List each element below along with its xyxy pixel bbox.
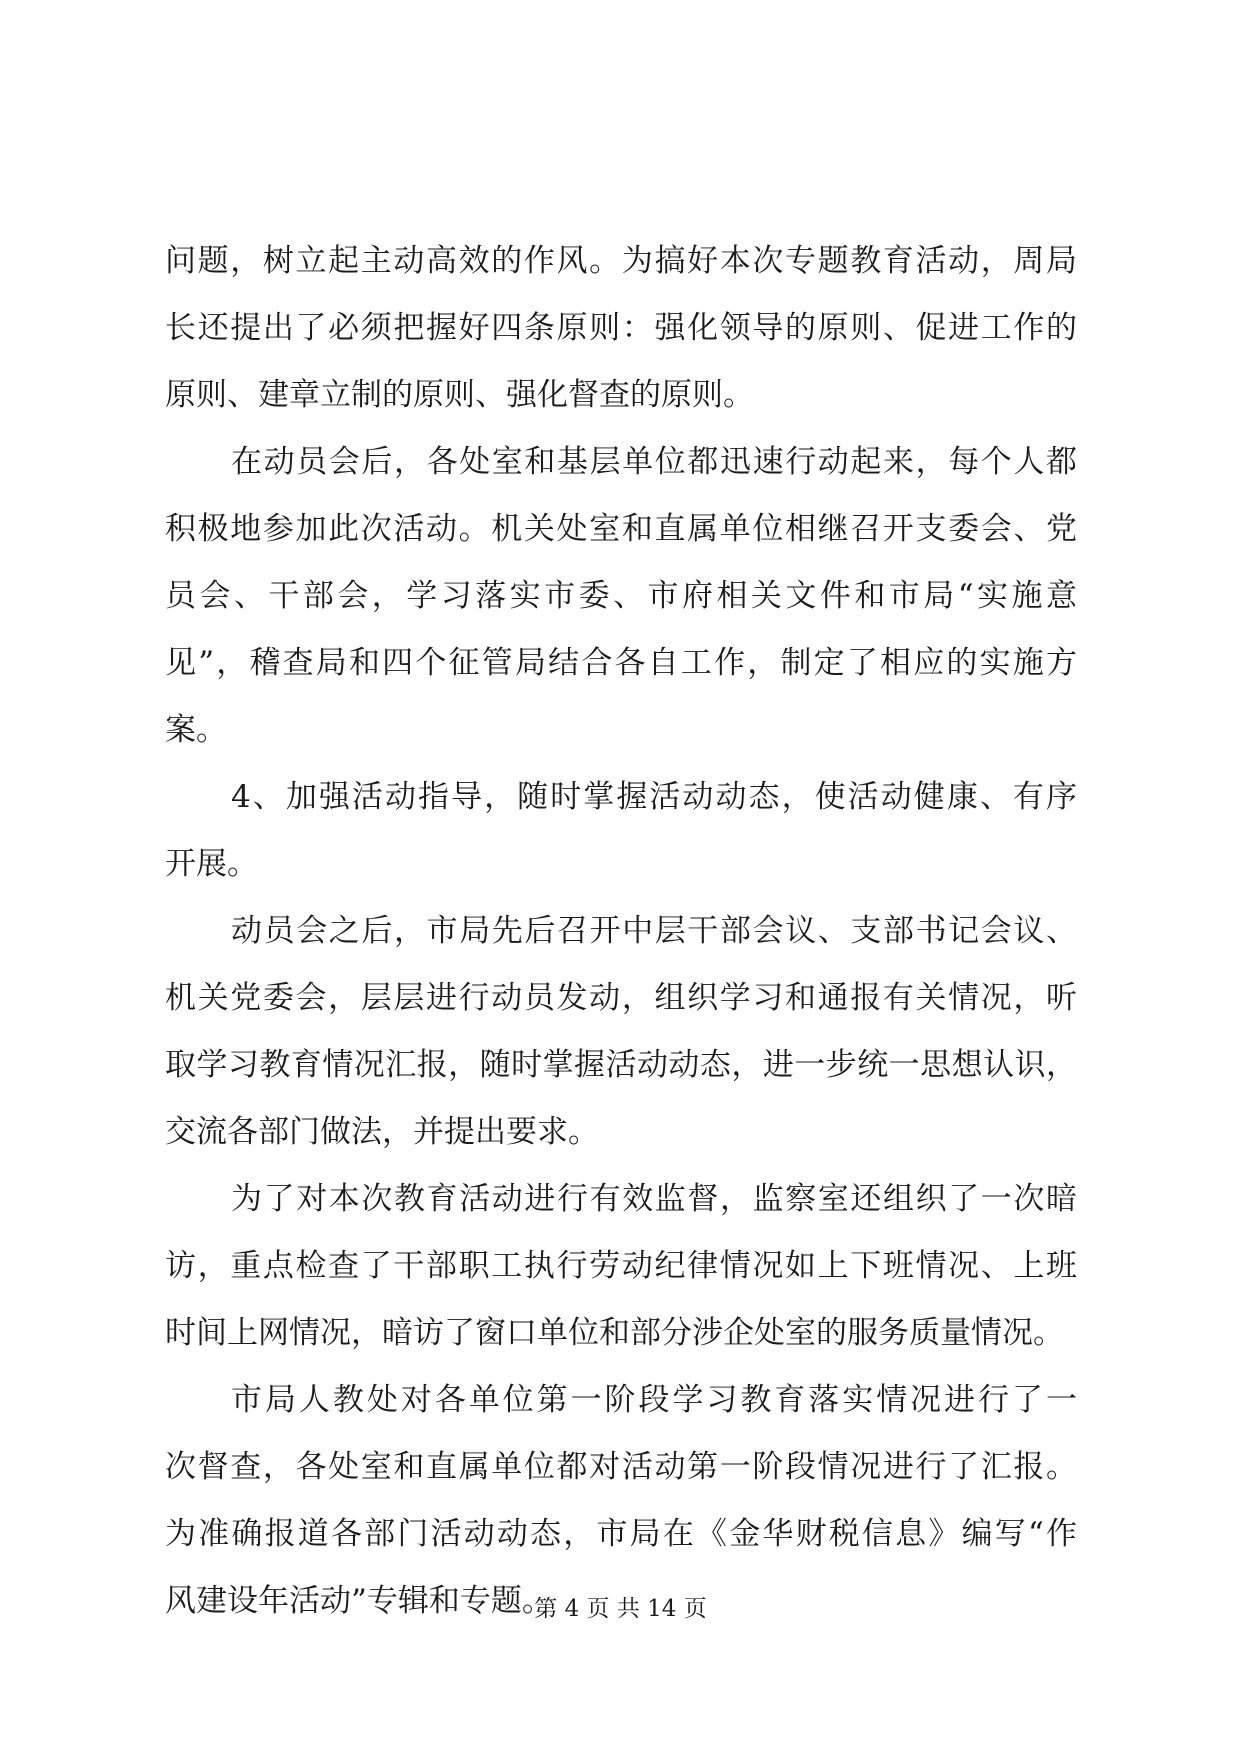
text-line: 问题，树立起主动高效的作风。为搞好本次专题教育活动，周局: [165, 243, 1077, 279]
document-body: [165, 228, 1077, 1635]
text-line: 次督查，各处室和直属单位都对活动第一阶段情况进行了汇报。: [165, 1449, 1077, 1485]
text-line: 风建设年活动”专辑和专题。: [165, 1583, 553, 1619]
text-line: 员会、干部会，学习落实市委、市府相关文件和市局“实施意: [165, 578, 1077, 614]
text-line: 取学习教育情况汇报，随时掌握活动动态，进一步统一思想认识，: [165, 1047, 1077, 1083]
paragraph: [165, 429, 1077, 764]
text-line: 在动员会后，各处室和基层单位都迅速行动起来，每个人都: [231, 444, 1077, 480]
text-line: 为了对本次教育活动进行有效监督，监察室还组织了一次暗: [231, 1181, 1077, 1217]
text-line: 交流各部门做法，并提出要求。: [165, 1114, 599, 1150]
text-line: 原则、建章立制的原则、强化督查的原则。: [165, 377, 754, 413]
text-line: 案。: [165, 712, 227, 748]
text-line: 机关党委会，层层进行动员发动，组织学习和通报有关情况，听: [165, 980, 1077, 1016]
text-line: 积极地参加此次活动。机关处室和直属单位相继召开支委会、党: [165, 511, 1077, 547]
text-line: 4、加强活动指导，随时掌握活动动态，使活动健康、有序: [231, 779, 1077, 815]
paragraph: [165, 898, 1077, 1166]
paragraph: [165, 764, 1077, 898]
text-line: 见”，稽查局和四个征管局结合各自工作，制定了相应的实施方: [165, 645, 1077, 681]
page-number-footer: 第 4 页 共 14 页: [534, 1596, 707, 1622]
text-line: 开展。: [165, 846, 258, 882]
text-line: 动员会之后，市局先后召开中层干部会议、支部书记会议、: [231, 913, 1077, 949]
text-line: 市局人教处对各单位第一阶段学习教育落实情况进行了一: [231, 1382, 1077, 1418]
paragraph: [165, 228, 1077, 429]
text-line: 时间上网情况，暗访了窗口单位和部分涉企处室的服务质量情况。: [165, 1315, 1064, 1351]
text-line: 为准确报道各部门活动动态，市局在《金华财税信息》编写“作: [165, 1516, 1077, 1552]
paragraph: [165, 1166, 1077, 1367]
text-line: 长还提出了必须把握好四条原则：强化领导的原则、促进工作的: [165, 310, 1077, 346]
text-line: 访，重点检查了干部职工执行劳动纪律情况如上下班情况、上班: [165, 1248, 1077, 1284]
